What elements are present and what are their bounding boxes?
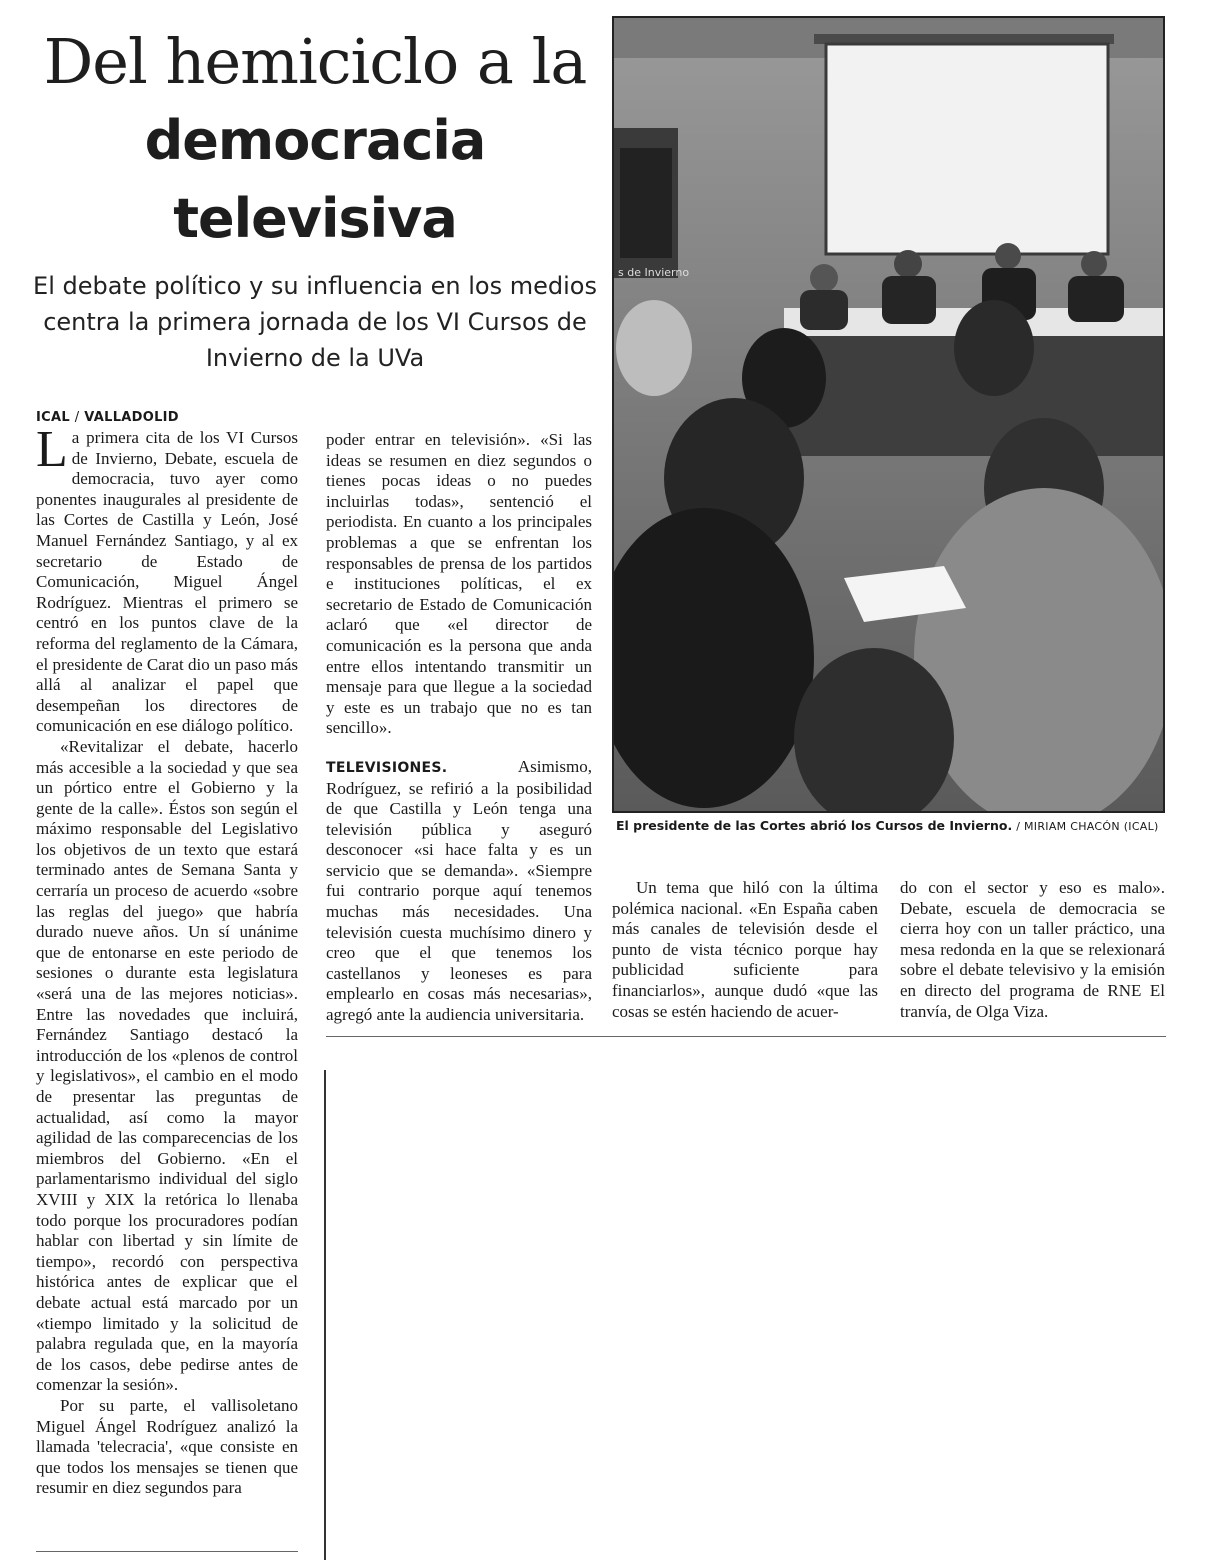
col2-paragraph-2-text: Asimismo, Rodríguez, se refirió a la posibilidad de que Castilla y León tenga una televisión pública y aseguró desconocer «si hace falta y es un servicio que se demanda». «Siempre fui contrario porque aquí tenemos muchas más necesidades. Una televisión cuesta muchísimo dinero y creo que el que tenemos los castellanos y leoneses es para emplearlo en cosas más necesarias», agregó ante la audiencia universitaria.	[326, 756, 592, 1025]
photo-credit: / MIRIAM CHACÓN (ICAL)	[1016, 820, 1159, 833]
headline-line-3: televisiva	[173, 187, 457, 250]
lead-text: a primera cita de los VI Cursos de Invierno, Debate, escuela de democracia, tuvo ayer como ponentes inaugurales al presidente de las Cortes de Castilla y León, José Manuel Fernández Santiago, y al ex secretario de Estado de Comunicación, Miguel Ángel Rodríguez. Mientras el primero se centró en los puntos clave de la reforma del reglamento de la Cámara, el presidente de Carat dio un paso más allá al analizar el papel que desempeñan los directores de comunicación en ese diálogo político.	[36, 428, 299, 736]
conference-photo	[612, 16, 1165, 813]
article-column-4	[900, 878, 1165, 1022]
paragraph-3: Por su parte, el vallisoletano Miguel Ángel Rodríguez analizó la llamada 'telecracia', «que consiste en que todos los mensajes se tienen que resumir en diez segundos para	[36, 1395, 298, 1498]
col2-paragraph-1: poder entrar en televisión». «Si las ideas se resumen en diez segundos o tienes pocas ideas o no puedes incluirlas todas», sentenció el periodista. En cuanto a los principales problemas a que se enfrentan los responsables de prensa de los partidos e instituciones políticas, el ex secretario de Estado de Comunicación aclaró que «el director de comunicación es la persona que anda entre ellos intentando transmitir un mensaje para que llegue a la sociedad y este es un trabajo que no es tan sencillo».	[326, 430, 592, 738]
article-column-1	[36, 408, 298, 1499]
byline-separator: /	[74, 410, 80, 425]
article-column-2	[326, 430, 592, 1026]
paragraph-2: «Revitalizar el debate, hacerlo más accesible a la sociedad y que sea un pórtico entre el Gobierno y la gente de la calle». Éstos son según el máximo responsable del Legislativo los objetivos de un texto que estará terminado antes de Semana Santa y cerraría un proceso de acuerdo «sobre las reglas del juego» que habría durado nueve años. Un sí unánime que de entonarse en este periodo de sesiones o durante esta legislatura «será una de las mejores noticias». Entre las novedades que incluirá, Fernández Santiago destacó la introducción de los «plenos de control y legislativos», el cambio en el modo de presentar las preguntas de actualidad, así como la mayor agilidad de las comparecencias de los miembros del Gobierno. «En el parlamentarismo individual del siglo XVIII y XIX la retórica lo llenaba todo porque los procuradores podían hablar con libertad y sin límite de tiempo», recordó con perspectiva histórica antes de explicar que el debate actual está marcado por un «tiempo limitado y la solicitud de palabra regulada que, en la mayoría de los casos, debe pedirse antes de comenzar la sesión».	[36, 736, 298, 1395]
lead-paragraph	[36, 421, 299, 737]
section-kicker: TELEVISIONES.	[326, 759, 448, 776]
article-column-3	[612, 878, 878, 1022]
headline	[30, 22, 600, 258]
bottom-rule	[36, 1551, 298, 1552]
col4-paragraph-1: do con el sector y eso es malo». Debate, escuela de democracia se cierra hoy con un taller práctico, una mesa redonda en la que se relexionará sobre el debate televisivo y la emisión en directo del programa de RNE El tranvía, de Olga Viza.	[900, 878, 1165, 1021]
headline-line-2: democracia	[144, 109, 486, 172]
col2-paragraph-2	[326, 757, 592, 1026]
conference-photo-image	[614, 18, 1163, 811]
byline-city: VALLADOLID	[84, 410, 179, 425]
subheadline: El debate político y su influencia en los medios centra la primera jornada de los VI Cursos de Invierno de la UVa	[33, 272, 597, 372]
drop-cap: L	[36, 421, 68, 478]
caption-text: El presidente de las Cortes abrió los Cursos de Invierno.	[616, 818, 1013, 833]
horizontal-rule	[326, 1036, 1166, 1037]
vertical-rule	[324, 1070, 326, 1560]
byline-agency: ICAL	[36, 410, 70, 425]
col3-paragraph-1: Un tema que hiló con la última polémica nacional. «En España caben más canales de televisión desde el punto de vista técnico porque hay publicidad suficiente para financiarlos», aunque dudó «que las cosas se estén haciendo de acuer-	[612, 878, 878, 1021]
photo-caption	[616, 818, 1176, 835]
banner-text: s de Invierno	[618, 266, 690, 279]
headline-line-1: Del hemiciclo a la	[43, 25, 587, 98]
byline	[36, 408, 298, 428]
